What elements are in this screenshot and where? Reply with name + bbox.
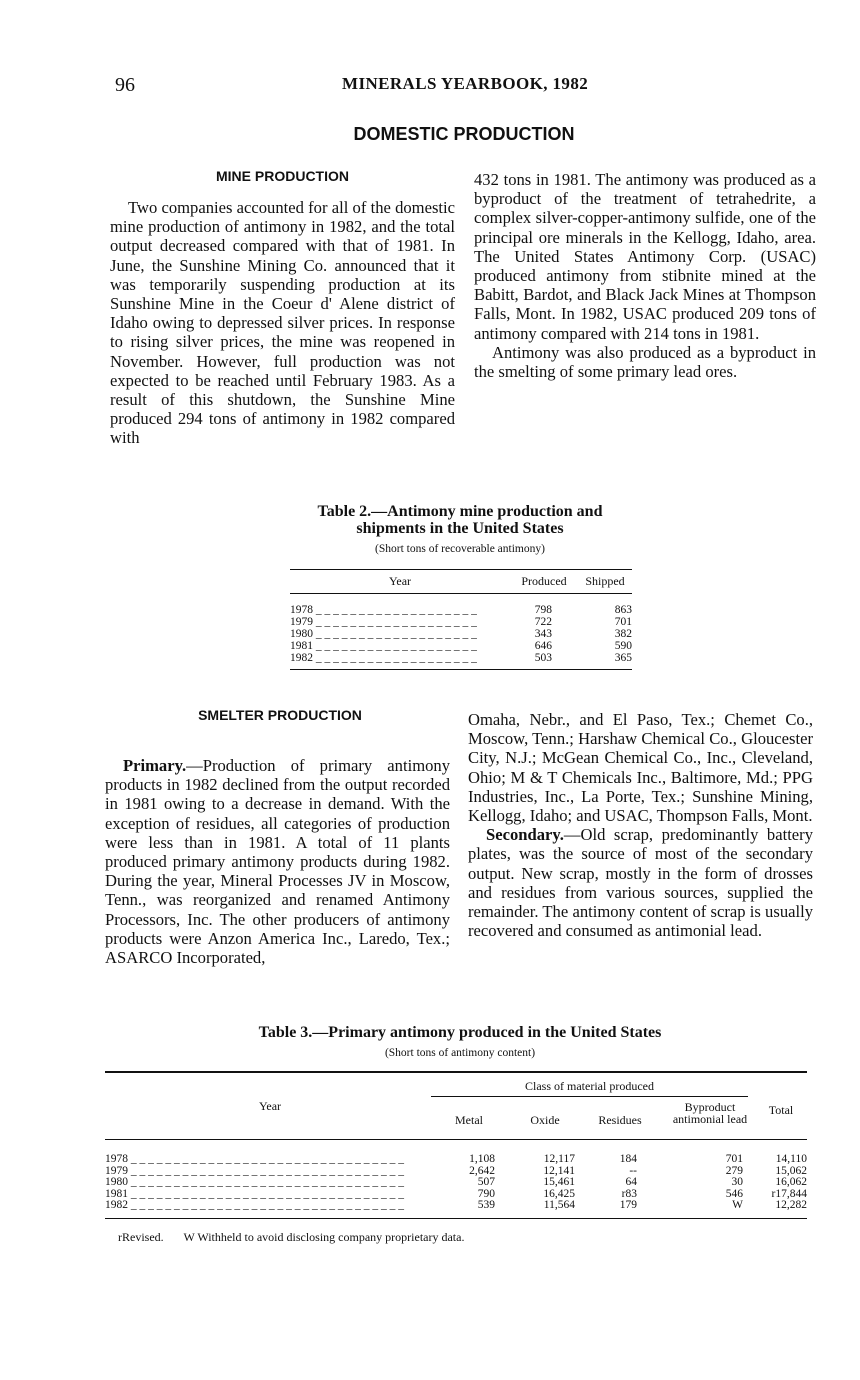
table-3-oxide: 12,117 [543,1153,575,1165]
table-2-shipped: 863 [614,604,632,616]
footnote-revised: rRevised. [118,1230,164,1244]
table-3-oxide: 12,141 [543,1164,575,1177]
table-row: 1981 _ _ _ _ _ _ _ _ _ _ _ _ _ _ _ _ _ _ _ 646 590 [290,640,632,652]
table-3-total: 12,282 [775,1199,807,1211]
table-2-produced: 722 [534,616,552,628]
table-row: 1982 _ _ _ _ _ _ _ _ _ _ _ _ _ _ _ _ _ _ _ _ _ _ _ _ _ _ _ _ _ _ _ _ 539 11,564 179 W 12,282 [105,1199,807,1211]
table-3 [105,1071,807,1219]
table-2 [290,569,632,670]
table-3-metal-header: Metal [455,1113,483,1127]
table-3-group-header: Class of material produced [525,1079,654,1093]
table-3-total: r17,844 [771,1187,807,1200]
table-3-residues-header: Residues [598,1113,642,1127]
mine-production-heading: MINE PRODUCTION [216,168,349,184]
table-2-body [290,604,632,664]
table-2-shipped: 382 [614,628,632,640]
primary-paragraph [105,756,450,967]
table-3-total: 14,110 [775,1153,807,1165]
table-2-year-header: Year [388,574,412,588]
table-2-produced: 503 [534,652,552,664]
table-3-title: Table 3.—Primary antimony produced in the United States [258,1024,662,1041]
table-3-residues: 184 [619,1153,637,1165]
table-2-produced: 798 [534,604,552,616]
table-2-year-1982: 1982 [290,652,313,664]
table-2-year-1978: 1978 [290,604,313,616]
mine-production-continued: 432 tons in 1981. The antimony was produced as a byproduct of the treatment of tetrahedrite, a complex silver-copper-antimony sulfide, one of the principal ore minerals in the Kellogg, Idaho, area. The United States Antimony Corp. (USAC) produced antimony from stibnite mined at the Babitt, Bardot, and Black Jack Mines at Thompson Falls, Mont. In 1982, USAC produced 209 tons of antimony compared with 214 tons in 1981. [474,170,816,343]
table-3-body [105,1154,807,1212]
table-2-year-1981: 1981 [290,640,313,652]
table-3-metal: 1,108 [469,1153,495,1165]
table-3-metal: 790 [477,1187,495,1200]
table-3-residues: -- [629,1164,637,1177]
table-3-metal: 507 [477,1176,495,1188]
table-2-shipped-header: Shipped [585,574,625,588]
table-3-residues: r83 [621,1187,637,1200]
table-3-total-header: Total [768,1103,794,1117]
table-2-header [290,574,632,589]
table-3-oxide-header: Oxide [530,1113,560,1127]
table-3-byproduct: 279 [725,1164,743,1177]
table-2-year-1979: 1979 [290,616,313,628]
table-row: 1979 _ _ _ _ _ _ _ _ _ _ _ _ _ _ _ _ _ _ _ _ _ _ _ _ _ _ _ _ _ _ _ _ 2,642 12,141 -- 279 15,062 [105,1164,807,1177]
table-3-byproduct-header: Byproduct antimonial lead [672,1100,748,1126]
producers-continued: Omaha, Nebr., and El Paso, Tex.; Chemet Co., Moscow, Tenn.; Harshaw Chemical Co., Gloucester City, N.J.; McGean Chemical Co., Inc., Cleveland, Ohio; M & T Chemicals Inc., Baltimore, Md.; PPG Industries, Inc., La Porte, Tex.; Sunshine Mining, Kellogg, Idaho; and USAC, Thompson Falls, Mont. [468,710,813,826]
secondary-text: —Old scrap, predominantly battery plates, was the source of most of the secondary output. New scrap, mostly in the form of drosses and residues from various sources, supplied the remainder. The antimony content of scrap is usually recovered and consumed as antimonial lead. [468,825,813,941]
table-3-byproduct: 30 [731,1176,743,1188]
running-title: MINERALS YEARBOOK, 1982 [342,74,589,93]
smelter-production-right-column [468,710,813,940]
table-3-subtitle: (Short tons of antimony content) [384,1047,536,1059]
table-3-byproduct: 701 [725,1153,743,1165]
table-3-year-1982: 1982 [105,1200,128,1211]
table-3-header [105,1073,807,1139]
secondary-paragraph [468,825,813,940]
table-2-title-line2: shipments in the United States [356,520,564,537]
table-3-footnote [118,1230,464,1245]
table-3-residues: 64 [625,1176,637,1188]
table-2-title-line1: Table 2.—Antimony mine production and [317,503,603,520]
table-3-oxide: 11,564 [543,1199,575,1211]
table-2-shipped: 365 [614,652,632,664]
secondary-lead: Secondary. [486,825,564,845]
table-3-oxide: 15,461 [543,1176,575,1188]
table-2-shipped: 701 [614,616,632,628]
table-row: 1982 _ _ _ _ _ _ _ _ _ _ _ _ _ _ _ _ _ _ _ 503 365 [290,652,632,664]
table-3-year-1980: 1980 [105,1177,128,1188]
smelter-production-left-column [105,756,450,967]
table-3-metal: 539 [477,1199,495,1211]
table-3-year-header: Year [258,1099,282,1113]
table-3-year-1978: 1978 [105,1154,128,1165]
table-2-produced-header: Produced [521,574,567,588]
table-2-produced: 646 [534,640,552,652]
table-3-residues: 179 [619,1199,637,1211]
table-3-year-1981: 1981 [105,1188,128,1200]
table-2-produced: 343 [534,628,552,640]
table-row: 1979 _ _ _ _ _ _ _ _ _ _ _ _ _ _ _ _ _ _ _ 722 701 [290,616,632,628]
table-2-shipped: 590 [614,640,632,652]
table-row: 1981 _ _ _ _ _ _ _ _ _ _ _ _ _ _ _ _ _ _ _ _ _ _ _ _ _ _ _ _ _ _ _ _ 790 16,425 r83 546 r17,844 [105,1187,807,1200]
mine-production-paragraph: Two companies accounted for all of the domestic mine production of antimony in 1982, and the total output decreased compared with that of 1981. In June, the Sunshine Mining Co. announced that it was temporarily suspending production at its Sunshine Mine in the Coeur d' Alene district of Idaho owing to depressed silver prices. In response to rising silver prices, the mine was reopened in November. However, full production was not expected to be reached until February 1983. As a result of this shutdown, the Sunshine Mine produced 294 tons of antimony in 1982 compared with [110,198,455,448]
table-3-oxide: 16,425 [543,1187,575,1200]
page-number: 96 [115,74,135,96]
primary-lead: Primary. [123,756,187,775]
table-row: 1978 _ _ _ _ _ _ _ _ _ _ _ _ _ _ _ _ _ _ _ _ _ _ _ _ _ _ _ _ _ _ _ _ 1,108 12,117 184 701 14,110 [105,1153,807,1165]
table-row: 1980 _ _ _ _ _ _ _ _ _ _ _ _ _ _ _ _ _ _ _ _ _ _ _ _ _ _ _ _ _ _ _ _ 507 15,461 64 30 16,062 [105,1176,807,1188]
table-row: 1978 _ _ _ _ _ _ _ _ _ _ _ _ _ _ _ _ _ _ _ 798 863 [290,604,632,616]
table-3-year-1979: 1979 [105,1165,128,1177]
table-2-year-1980: 1980 [290,628,313,640]
table-row: 1980 _ _ _ _ _ _ _ _ _ _ _ _ _ _ _ _ _ _ _ 343 382 [290,628,632,640]
mine-production-right-column [474,170,816,381]
table-2-subtitle: (Short tons of recoverable antimony) [375,543,545,555]
footnote-withheld: W Withheld to avoid disclosing company proprietary data. [183,1230,465,1244]
table-3-byproduct: 546 [725,1187,743,1200]
table-3-byproduct: W [732,1199,743,1211]
mine-production-byproduct-paragraph: Antimony was also produced as a byproduct in the smelting of some primary lead ores. [474,342,816,382]
primary-text: —Production of primary antimony products in 1982 declined from the output recorded in 1981 owing to a decrease in demand. With the exception of residues, all categories of production were less than in 1981. A total of 11 plants produced primary antimony products during 1982. During the year, Mineral Processes JV in Moscow, Tenn., was reorganized and renamed Antimony Processors, Inc. The other producers of antimony products were Anzon America Inc., Laredo, Tex.; ASARCO Incorporated, [105,756,450,968]
table-3-total: 15,062 [775,1164,807,1177]
table-3-total: 16,062 [775,1176,807,1188]
mine-production-left-column [110,198,455,448]
table-3-metal: 2,642 [469,1164,495,1177]
section-title: DOMESTIC PRODUCTION [353,124,575,144]
table-2-caption [270,503,650,555]
smelter-production-heading: SMELTER PRODUCTION [198,707,362,723]
